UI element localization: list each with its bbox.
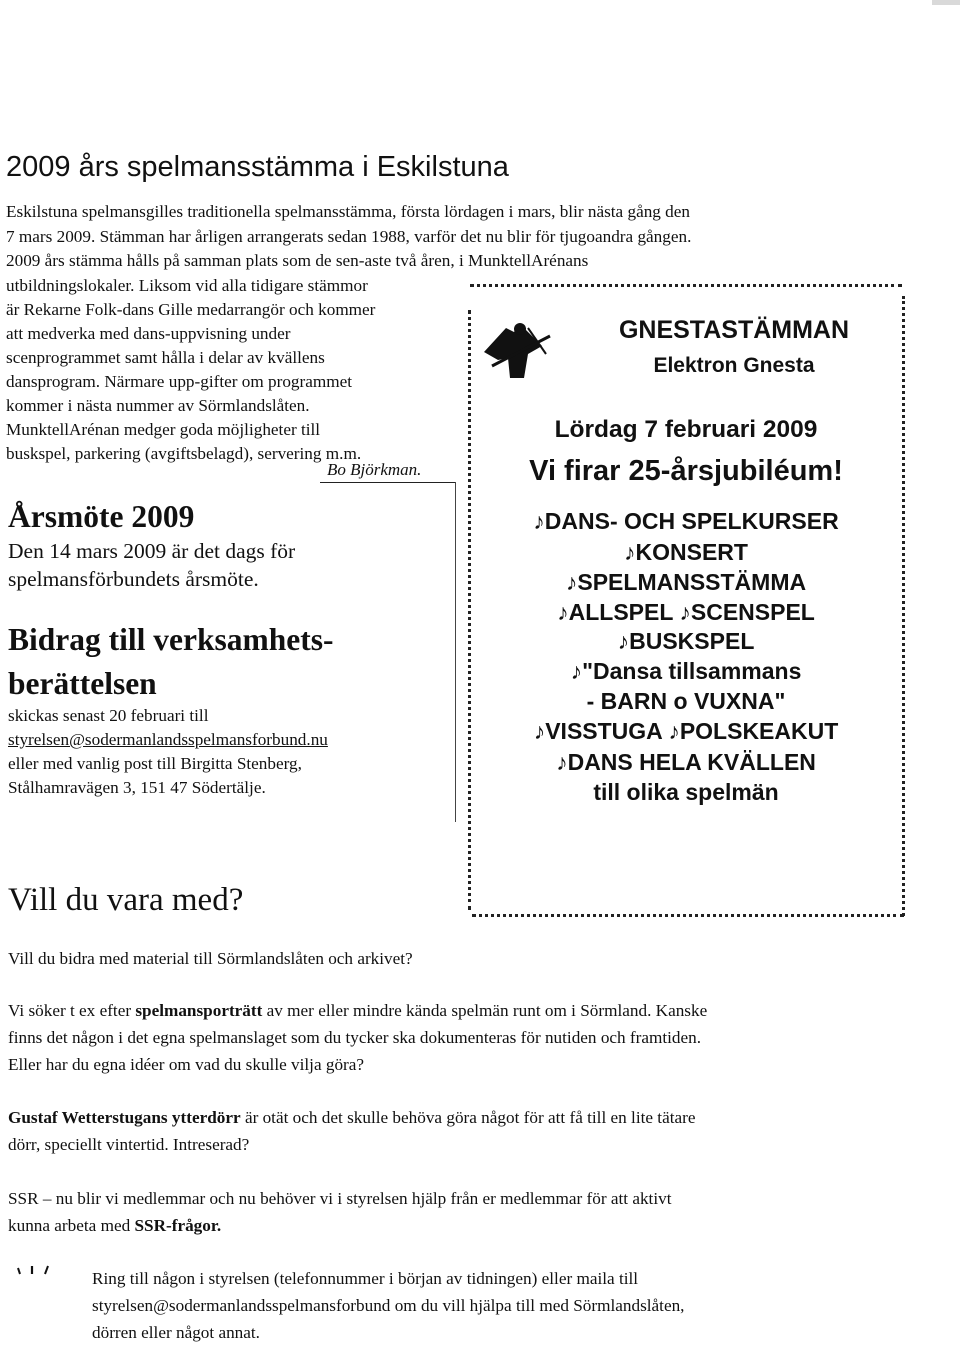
ad-program-item: ♪DANS- OCH SPELKURSER xyxy=(533,508,839,534)
article-column-line: är Rekarne Folk-dans Gille medarrangör och kommer xyxy=(6,300,376,319)
ad-program-item: till olika spelmän xyxy=(593,779,779,805)
vill-paragraph-3-line: dörr, speciellt vintertid. Intreserad? xyxy=(8,1135,250,1154)
fiddler-logo-icon xyxy=(484,318,552,378)
signature-rule xyxy=(320,482,456,483)
vill-heading: Vill du vara med? xyxy=(8,882,244,918)
vill-paragraph-2-line: Eller har du egna idéer om vad du skulle vilja göra? xyxy=(8,1055,365,1074)
vill-paragraph-5-line: styrelsen@sodermanlandsspelmansforbund om du vill hjälpa till med Sörmlandslåten, xyxy=(92,1296,685,1315)
ad-border-right xyxy=(902,296,905,916)
article-column-line: scenprogrammet samt hålla i delar av kvällens xyxy=(6,348,325,367)
scan-corner-mark xyxy=(932,0,960,5)
ad-program-item: - BARN o VUXNA" xyxy=(586,688,786,714)
arsmote-line: Den 14 mars 2009 är det dags för xyxy=(8,539,296,563)
vill-paragraph-5-line: dörren eller något annat. xyxy=(92,1323,260,1342)
emphasis-text: SSR-frågor. xyxy=(134,1216,222,1235)
emphasis-text: spelmansporträtt xyxy=(135,1001,263,1020)
vill-paragraph-4-line: kunna arbeta med SSR-frågor. xyxy=(8,1216,222,1235)
article-intro-line: 2009 års stämma hålls på samman plats som de sen-aste två åren, i MunktellArénans xyxy=(6,251,589,270)
column-divider xyxy=(455,482,456,822)
bidrag-heading-line: Bidrag till verksamhets- xyxy=(8,622,334,657)
bidrag-address-line: Stålhamravägen 3, 151 47 Södertälje. xyxy=(8,778,266,797)
article-signature: Bo Björkman. xyxy=(327,460,422,479)
ad-border-top xyxy=(470,284,902,287)
bidrag-email-link[interactable]: styrelsen@sodermanlandsspelmansforbund.nu xyxy=(8,730,328,749)
article-column-line: att medverka med dans-uppvisning under xyxy=(6,324,291,343)
article-column-line: kommer i nästa nummer av Sörmlandslåten. xyxy=(6,396,310,415)
vill-paragraph-5-line: Ring till någon i styrelsen (telefonnummer i början av tidningen) eller maila till xyxy=(92,1269,639,1288)
ad-program-item: ♪KONSERT xyxy=(624,539,748,565)
ad-border-bottom xyxy=(472,914,904,917)
bidrag-heading-line: berättelsen xyxy=(8,666,157,701)
vill-paragraph-2-line: finns det någon i det egna spelmanslaget som du tycker ska dokumenteras för nutiden och framtiden. xyxy=(8,1028,702,1047)
article-title: 2009 års spelmansstämma i Eskilstuna xyxy=(6,151,509,183)
ad-jubilee: Vi firar 25-årsjubiléum! xyxy=(529,455,843,487)
article-intro-line: Eskilstuna spelmansgilles traditionella spelmansstämma, första lördagen i mars, blir nästa gång den xyxy=(6,202,691,221)
vill-paragraph-2-line: Vi söker t ex efter spelmansporträtt av mer eller mindre kända spelmän runt om i Sörmland. Kanske xyxy=(8,1001,708,1020)
ad-title: GNESTASTÄMMAN xyxy=(618,316,850,344)
article-intro-line: utbildningslokaler. Liksom vid alla tidigare stämmor xyxy=(6,276,368,295)
ad-program-item: ♪SPELMANSSTÄMMA xyxy=(565,569,807,595)
article-column-line: dansprogram. Närmare upp-gifter om programmet xyxy=(6,372,353,391)
ad-program-item: ♪ALLSPEL ♪SCENSPEL xyxy=(557,599,815,625)
vill-paragraph-4-line: SSR – nu blir vi medlemmar och nu behöver vi i styrelsen hjälp från er medlemmar för att aktivt xyxy=(8,1189,672,1208)
bidrag-email-line xyxy=(8,728,328,751)
ad-date: Lördag 7 februari 2009 xyxy=(554,416,818,443)
ad-program-item: ♪"Dansa tillsammans xyxy=(570,658,802,684)
bidrag-deadline: skickas senast 20 februari till xyxy=(8,706,209,725)
ad-program-item: ♪DANS HELA KVÄLLEN xyxy=(556,749,816,775)
bidrag-post-line: eller med vanlig post till Birgitta Stenberg, xyxy=(8,754,302,773)
article-column-line: buskspel, parkering (avgiftsbelagd), servering m.m. xyxy=(6,444,362,463)
ad-program-item: ♪BUSKSPEL xyxy=(617,628,755,654)
emphasis-text: Gustaf Wetterstugans ytterdörr xyxy=(8,1108,241,1127)
ad-program-item: ♪VISSTUGA ♪POLSKEAKUT xyxy=(533,718,839,744)
article-column-line: MunktellArénan medger goda möjligheter till xyxy=(6,420,321,439)
vill-paragraph-1: Vill du bidra med material till Sörmlandslåten och arkivet? xyxy=(8,949,413,968)
arsmote-line: spelmansförbundets årsmöte. xyxy=(8,567,259,591)
tick-marks-icon xyxy=(14,1262,54,1282)
article-intro-line: 7 mars 2009. Stämman har årligen arrangerats sedan 1988, varför det nu blir för tjugoandra gången. xyxy=(6,227,692,246)
ad-venue: Elektron Gnesta xyxy=(653,354,815,377)
vill-paragraph-3-line: Gustaf Wetterstugans ytterdörr är otät och det skulle behöva göra något för att få till en lite tätare xyxy=(8,1108,696,1127)
arsmote-heading: Årsmöte 2009 xyxy=(8,499,195,534)
